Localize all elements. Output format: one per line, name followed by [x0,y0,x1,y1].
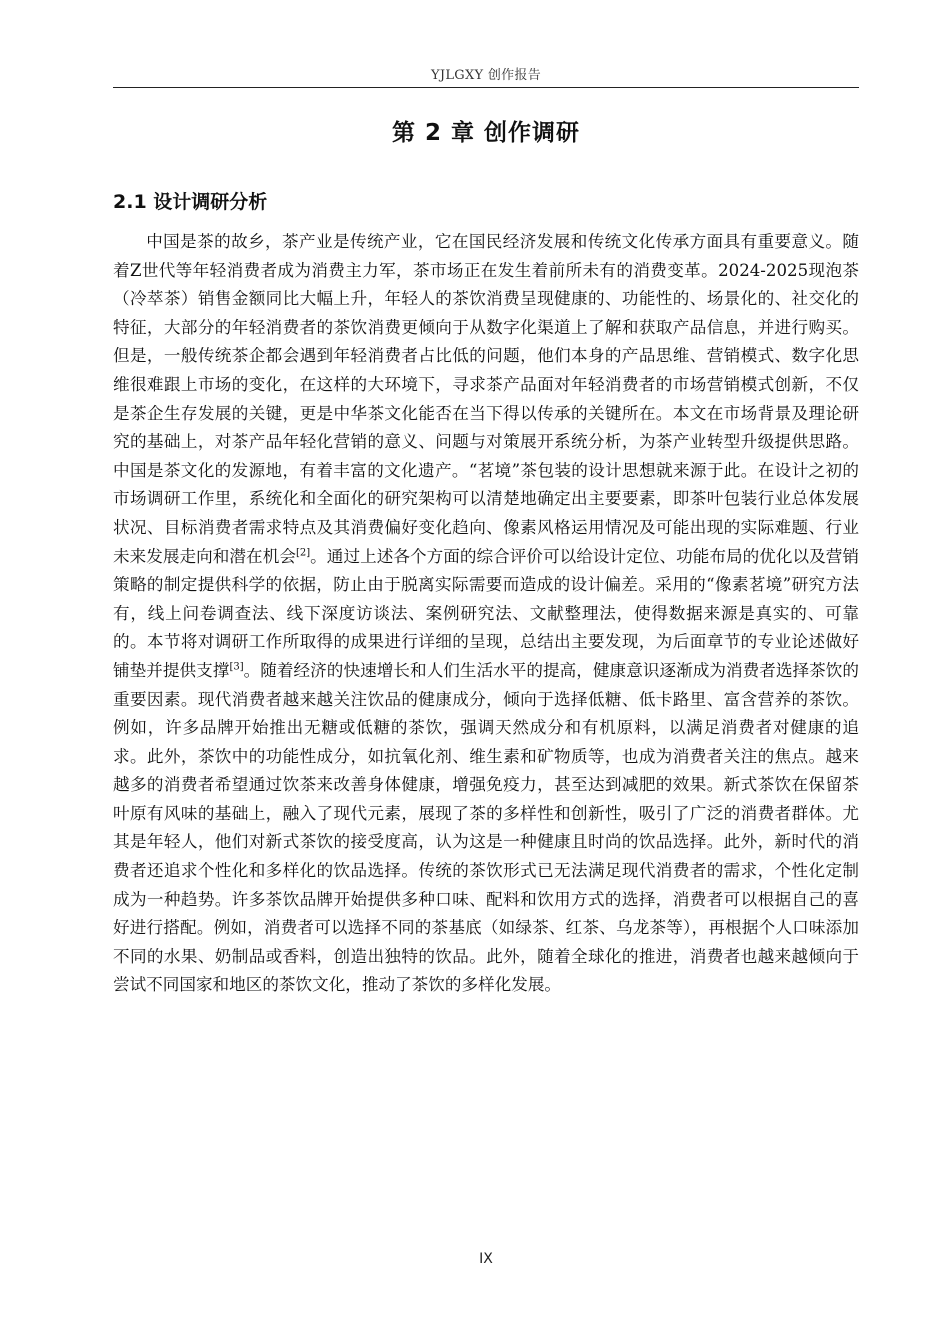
citation-2[interactable]: [2] [295,547,311,558]
paragraph-text-part-2: 。通过上述各个方面的综合评价可以给设计定位、功能布局的优化以及营销策略的制定提供科学的依据，防止由于脱离实际需要而造成的设计偏差。采用的“像素茗境”研究方法有，线上问卷调查法、线下深度访谈法、案例研究法、文献整理法，使得数据来源是真实的、可靠的。本节将对调研工作所取得的成果进行详细的呈现，总结出主要发现，为后面章节的专业论述做好铺垫并提供支撑 [113,546,860,680]
paragraph-text-part-1: 中国是茶的故乡，茶产业是传统产业，它在国民经济发展和传统文化传承方面具有重要意义。随着Z世代等年轻消费者成为消费主力军，茶市场正在发生着前所未有的消费变革。2024-2025现泡茶（冷萃茶）销售金额同比大幅上升，年轻人的茶饮消费呈现健康的、功能性的、场景化的、社交化的特征，大部分的年轻消费者的茶饮消费更倾向于从数字化渠道上了解和获取产品信息，并进行购买。但是，一般传统茶企都会遇到年轻消费者占比低的问题，他们本身的产品思维、营销模式、数字化思维很难跟上市场的变化，在这样的大环境下，寻求茶产品面对年轻消费者的市场营销模式创新，不仅是茶企生存发展的关键，更是中华茶文化能否在当下得以传承的关键所在。本文在市场背景及理论研究的基础上，对茶产品年轻化营销的意义、问题与对策展开系统分析，为茶产业转型升级提供思路。中国是茶文化的发源地，有着丰富的文化遗产。“茗境”茶包装的设计思想就来源于此。在设计之初的市场调研工作里，系统化和全面化的研究架构可以清楚地确定出主要要素，即茶叶包装行业总体发展状况、目标消费者需求特点及其消费偏好变化趋向、像素风格运用情况及可能出现的实际难题、行业未来发展走向和潜在机会 [113,232,859,566]
chapter-title: 第 2 章 创作调研 [391,120,581,146]
page-number: IX [479,1251,493,1267]
section-title: 2.1 设计调研分析 [113,191,268,213]
header-rule [113,87,859,88]
paragraph-text-part-3: 。随着经济的快速增长和人们生活水平的提高，健康意识逐渐成为消费者选择茶饮的重要因素。现代消费者越来越关注饮品的健康成分，倾向于选择低糖、低卡路里、富含营养的茶饮。例如，许多品牌开始推出无糖或低糖的茶饮，强调天然成分和有机原料，以满足消费者对健康的追求。此外，茶饮中的功能性成分，如抗氧化剂、维生素和矿物质等，也成为消费者关注的焦点。越来越多的消费者希望通过饮茶来改善身体健康，增强免疫力，甚至达到减肥的效果。新式茶饮在保留茶叶原有风味的基础上，融入了现代元素，展现了茶的多样性和创新性，吸引了广泛的消费者群体。尤其是年轻人，他们对新式茶饮的接受度高，认为这是一种健康且时尚的饮品选择。此外，新时代的消费者还追求个性化和多样化的饮品选择。传统的茶饮形式已无法满足现代消费者的需求，个性化定制成为一种趋势。许多茶饮品牌开始提供多种口味、配料和饮用方式的选择，消费者可以根据自己的喜好进行搭配。例如，消费者可以选择不同的茶基底（如绿茶、红茶、乌龙茶等），再根据个人口味添加不同的水果、奶制品或香料，创造出独特的饮品。此外，随着全球化的推进，消费者也越来越倾向于尝试不同国家和地区的茶饮文化，推动了茶饮的多样化发展。 [113,660,860,995]
running-header: YJLGXY 创作报告 [430,68,542,83]
body-paragraph [113,228,859,1000]
citation-3[interactable]: [3] [229,661,244,673]
